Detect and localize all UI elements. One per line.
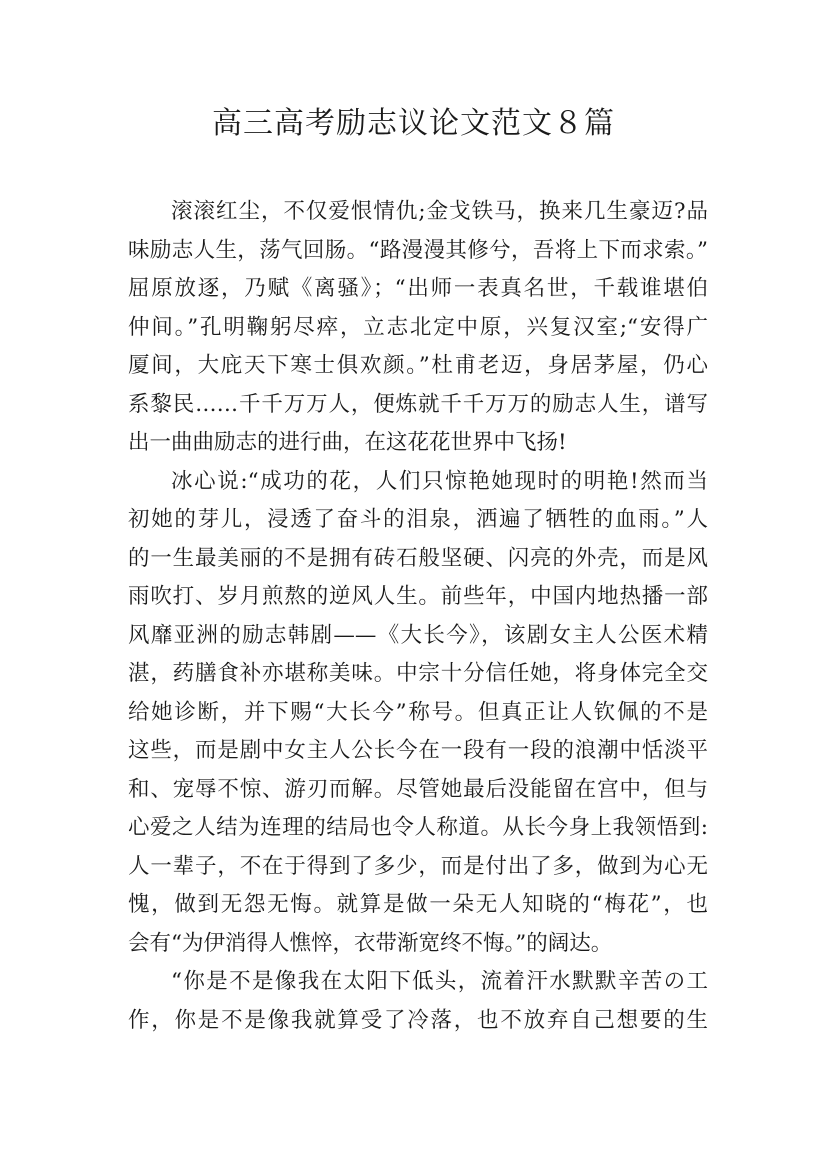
body-line: 雨吹打、岁月煎熬的逆风人生。前些年，中国内地热播一部 [128,584,708,609]
body-line: 湛，药膳食补亦堪称美味。中宗十分信任她，将身体完全交 [128,661,708,686]
body-line: 冰心说:“成功的花，人们只惊艳她现时的明艳!然而当 [171,468,708,494]
body-line: 这些，而是剧中女主人公长今在一段有一段的浪潮中恬淡平 [128,738,708,763]
body-line: 愧，做到无怨无悔。就算是做一朵无人知晓的“梅花”，也 [128,892,708,917]
body-line: 厦间，大庇天下寒士俱欢颜。”杜甫老迈，身居茅屋，仍心 [128,353,708,378]
body-line: 给她诊断，并下赐“大长今”称号。但真正让人钦佩的不是 [128,699,708,725]
body-line: 味励志人生，荡气回肠。“路漫漫其修兮，吾将上下而求索。” [128,237,708,263]
body-line: 和、宠辱不惊、游刃而解。尽管她最后没能留在宫中，但与 [128,776,708,802]
body-line: 心爱之人结为连理的结局也令人称道。从长今身上我领悟到: [128,815,708,840]
body-line: 出一曲曲励志的进行曲，在这花花世界中飞扬! [128,430,567,455]
document-body [128,193,708,1040]
body-line: 系黎民……千千万万人，便炼就千千万万的励志人生，谱写 [128,391,708,417]
body-line: 会有“为伊消得人憔悴，衣带渐宽终不悔。”的阔达。 [128,930,613,956]
body-line: 风靡亚洲的励志韩剧——《大长今》，该剧女主人公医术精 [128,622,708,648]
body-line: 作，你是不是像我就算受了冷落，也不放弃自己想要的生 [128,1007,708,1033]
body-line: 初她的芽儿，浸透了奋斗的泪泉，洒遍了牺牲的血雨。”人 [128,507,708,532]
body-line: 的一生最美丽的不是拥有砖石般坚硬、闪亮的外壳，而是风 [128,545,708,571]
document-title: 高三高考励志议论文范文８篇 [212,106,615,141]
body-line: “你是不是像我在太阳下低头，流着汗水默默辛苦の工 [171,969,708,994]
body-line: 滚滚红尘，不仅爱恨情仇;金戈铁马，换来几生豪迈?品 [171,199,708,224]
body-line: 人一辈子，不在于得到了多少，而是付出了多，做到为心无 [128,853,708,879]
body-line: 仲间。”孔明鞠躬尽瘁，立志北定中原，兴复汉室;“安得广 [128,314,708,340]
body-line: 屈原放逐，乃赋《离骚》；“出师一表真名世，千载谁堪伯 [128,276,708,301]
